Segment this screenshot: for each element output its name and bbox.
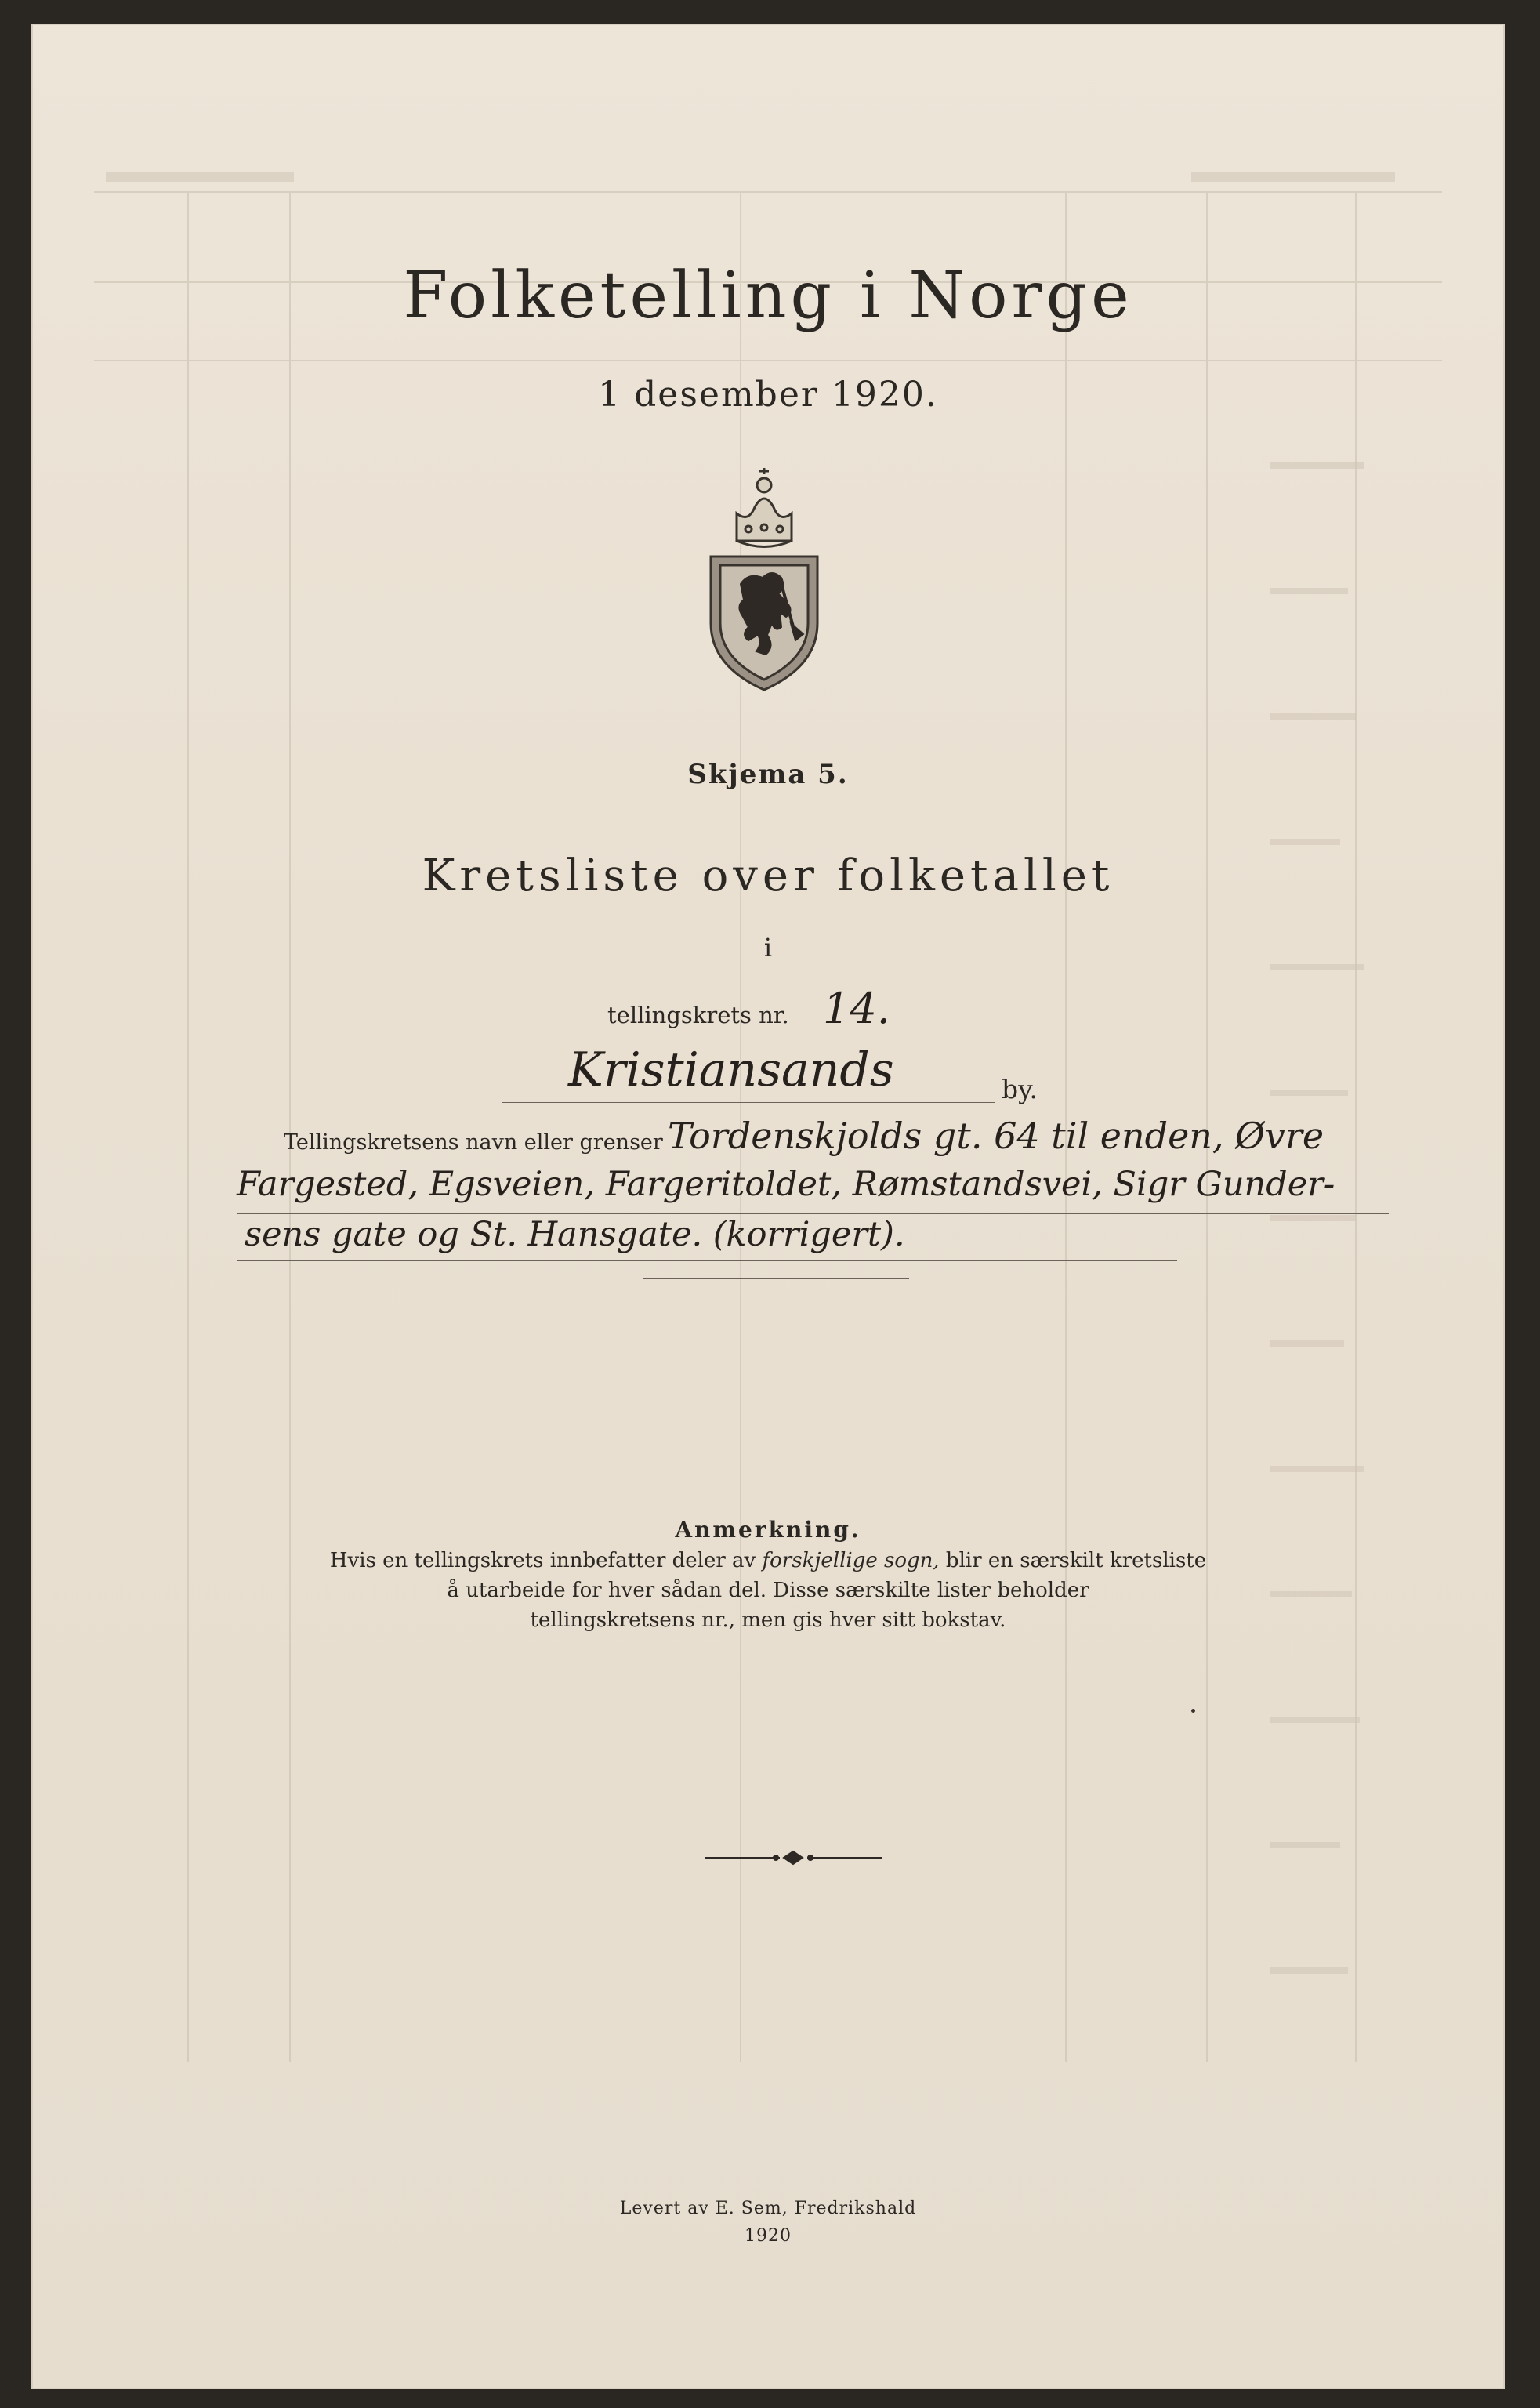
- district-boundaries-line-2: Fargested, Egsveien, Fargeritoldet, Rømstandsvei, Sigr Gunder-: [237, 1165, 1335, 1204]
- district-boundaries-label: Tellingskretsens navn eller grenser: [284, 1130, 663, 1155]
- boundaries-underline-2: [237, 1213, 1389, 1214]
- note-line-3: tellingskretsens nr., men gis hver sitt bokstav.: [530, 1608, 1006, 1632]
- preposition: i: [763, 933, 773, 963]
- note-heading: Anmerkning.: [675, 1517, 861, 1543]
- krets-number-label: tellingskrets nr.: [607, 1002, 789, 1028]
- krets-number-value: 14.: [823, 984, 890, 1033]
- boundaries-underline-3: [237, 1260, 1177, 1261]
- district-boundaries-line-3: sens gate og St. Hansgate. (korrigert).: [245, 1215, 905, 1254]
- city-name-underline: [502, 1102, 995, 1103]
- schema-number: Skjema 5.: [687, 759, 849, 790]
- city-name-value: Kristiansands: [568, 1043, 894, 1097]
- census-date: 1 desember 1920.: [598, 375, 938, 415]
- note-line-1-emphasis: forskjellige sogn,: [762, 1549, 940, 1572]
- note-line-1-start: Hvis en tellingskrets innbefatter deler av: [329, 1549, 763, 1572]
- census-form-page: [31, 24, 1505, 2389]
- city-suffix: by.: [1002, 1074, 1038, 1104]
- note-line-2: å utarbeide for hver sådan del. Disse særskilte lister beholder: [447, 1579, 1089, 1602]
- note-line-1-end: blir en særskilt kretsliste: [939, 1549, 1207, 1572]
- ink-speck: [1191, 1709, 1195, 1713]
- printer-year: 1920: [745, 2226, 792, 2246]
- form-heading: Kretsliste over folketallet: [422, 850, 1114, 901]
- note-body: [31, 1546, 1505, 1635]
- district-boundaries-line-1: Tordenskjolds gt. 64 til enden, Øvre: [668, 1115, 1324, 1157]
- page-title: Folketelling i Norge: [403, 259, 1133, 333]
- ornament-divider-icon: [705, 1848, 882, 1867]
- closing-rule: [643, 1278, 909, 1279]
- norwegian-coat-of-arms-icon: [694, 466, 835, 694]
- note-line-1: [31, 1546, 1505, 1576]
- printer-imprint: Levert av E. Sem, Fredrikshald: [619, 2199, 917, 2218]
